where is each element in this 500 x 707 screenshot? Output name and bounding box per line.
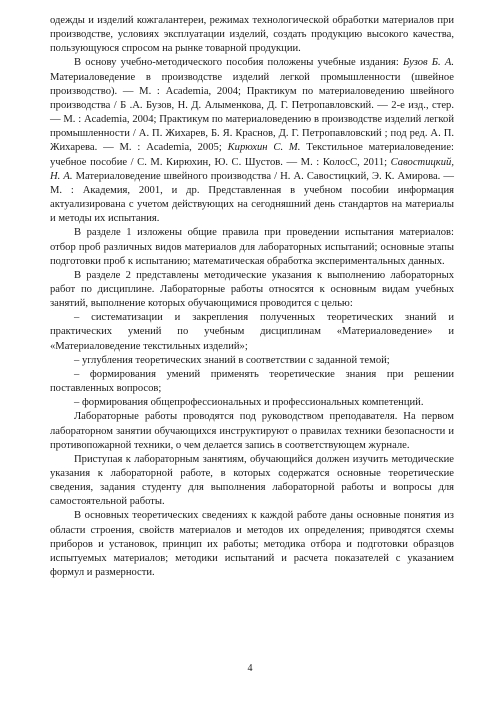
text-run: Текстильное материаловедение: учебное пособие / С. М. Кирюхин, Ю. С. Шустов. — М. : КолосС, 2011;	[50, 142, 454, 168]
author-name: Кирюхин С. М.	[227, 142, 301, 154]
page-number: 4	[247, 663, 253, 674]
paragraph: В разделе 1 изложены общие правила при проведении испытания материалов: отбор проб различных видов материалов для лабораторных испытаний; основные этапы подготовки проб к испытанию; математическая обработка экспериментальных данных.	[50, 227, 454, 267]
paragraph: Приступая к лабораторным занятиям, обучающийся должен изучить методические указания к лабораторной работе, в которых содержатся основные теоретические сведения, задания студенту для выполнения лабораторной работы и вопросы для самостоятельной работы.	[50, 453, 454, 508]
paragraph: Лабораторные работы проводятся под руководством преподавателя. На первом лабораторном занятии обучающихся инструктируют о правилах техники безопасности и противопожарной техники, о чем делается запись в соответствующем журнале.	[50, 411, 454, 451]
list-item: – систематизации и закрепления полученных теоретических знаний и практических умений по учебным дисциплинам «Материаловедение» и «Материаловедение текстильных изделий»;	[50, 312, 454, 352]
paragraph: В разделе 2 представлены методические указания к выполнению лабораторных работ по дисциплине. Лабораторные работы относятся к основным видам учебных занятий, выполнение которых обучающимися проводится с целью:	[50, 269, 454, 310]
list-item: – углубления теоретических знаний в соответствии с заданной темой;	[74, 354, 390, 366]
text-run: В основу учебно-методического пособия положены учебные издания:	[74, 57, 404, 69]
author-name: Савостицкий, Н. А.	[50, 156, 454, 182]
text-run: Материаловедение в производстве изделий легкой промышленности (швейное производство). — М. : Academia, 2004; Практикум по материаловедению швейного производства / Б .А. Бузов, Н. Д. Алыменкова, Д. Г. Петропавловский. — 2-е изд., стер. — М. : Academia, 2004; Практикум по материаловедению в производстве изделий легкой промышленности / А. П. Жихарев, Б. Я. Краснов, Д. Г. Петропавловский ; под ред. А. П. Жихарева. — М. : Academia, 2005;	[50, 71, 454, 154]
paragraph: В основных теоретических сведениях к каждой работе даны основные понятия из области строения, свойств материалов и методов их определения; приводятся схемы приборов и установок, принцип их работы; методика отбора и подготовки образцов испытуемых материалов; методики испытаний и расчета показателей с указанием формул и размерности.	[50, 510, 454, 579]
list-item: – формирования умений применять теоретические знания при решении поставленных вопросов;	[50, 368, 454, 395]
paragraph-sources	[50, 56, 454, 226]
body-text	[50, 14, 454, 580]
author-name: Бузов Б. А.	[403, 57, 454, 69]
list-item: – формирования общепрофессиональных и профессиональных компетенций.	[74, 397, 424, 409]
text-run: Материаловедение швейного производства / Н. А. Савостицкий, Э. К. Амирова. — М. : Академия, 2001, и др. Представленная в учебном пособии информация актуализирована с учетом действующих на сегодняшний день стандартов на материалы и методы их испытания.	[50, 170, 454, 225]
paragraph: одежды и изделий кожгалантереи, режимах технологической обработки материалов при производстве, условиях эксплуатации изделий, создать продукцию высокого качества, пользующуюся спросом на рынке товарной продукции.	[50, 15, 454, 55]
